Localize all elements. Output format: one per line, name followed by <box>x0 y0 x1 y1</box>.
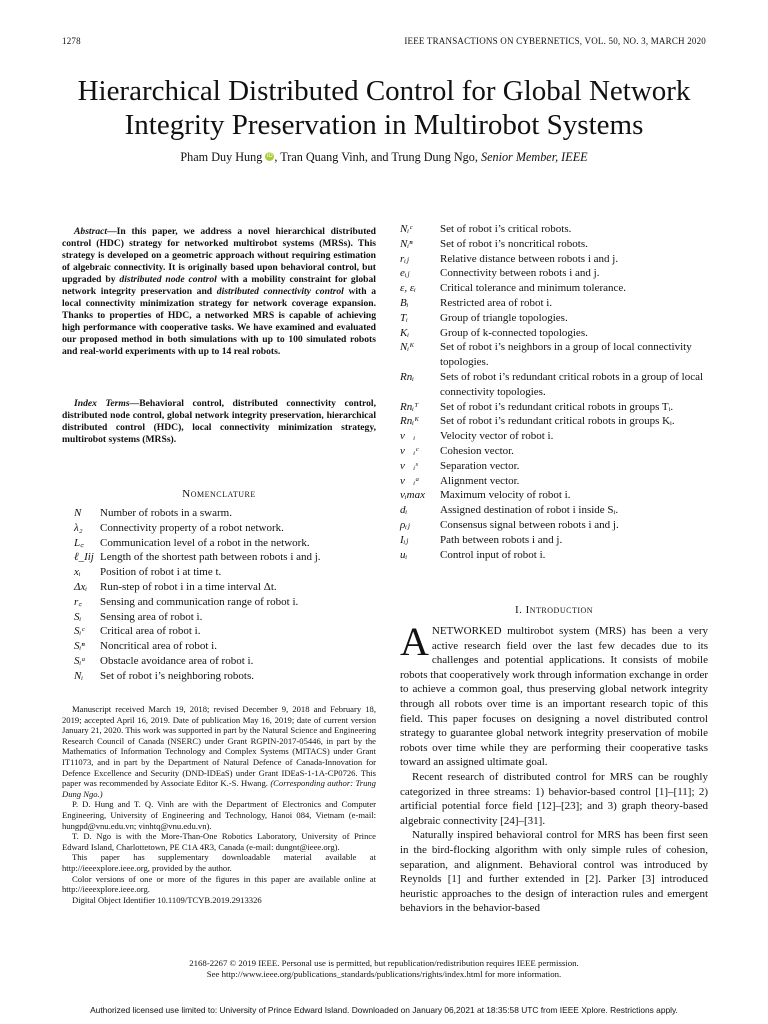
abstract-emph-2: distributed connectivity control <box>216 286 344 297</box>
nomenclature-definition: Path between robots i and j. <box>440 533 563 546</box>
section-number: I. <box>514 604 526 616</box>
nomenclature-heading: Nomenclature <box>182 488 256 500</box>
nomenclature-row <box>400 400 708 415</box>
license-note: Authorized licensed use limited to: University of Prince Edward Island. Downloaded on January 06,2021 at 18:35:58 UTC from IEEE Xplore. Restrictions apply. <box>90 1005 678 1015</box>
intro-paragraph-1 <box>400 619 708 770</box>
footnote-affiliation-2: T. D. Ngo is with the More-Than-One Robotics Laboratory, University of Prince Edward Island, Charlottetown, PE C1A 4R3, Canada (e-mail: dungnt@ieee.org). <box>62 831 376 852</box>
nomenclature-definition: Sensing and communication range of robot i. <box>100 595 299 608</box>
nomenclature-symbol: Tᵢ <box>400 311 408 324</box>
nomenclature-definition: Connectivity property of a robot network. <box>100 521 284 534</box>
nomenclature-row <box>400 518 708 533</box>
copyright-line-1: 2168-2267 © 2019 IEEE. Personal use is permitted, but republication/redistribution requires IEEE permission. <box>189 958 579 968</box>
nomenclature-symbol: rᵢⱼ <box>400 252 409 265</box>
author-rest: , Tran Quang Vinh, and Trung Dung Ngo, <box>274 150 478 164</box>
nomenclature-row <box>400 488 708 503</box>
nomenclature-definition: Noncritical area of robot i. <box>100 640 217 653</box>
footnotes <box>62 704 376 905</box>
copyright-line-2: See http://www.ieee.org/publications_standards/publications/rights/index.html for more information. <box>206 969 562 979</box>
index-terms-text: —Behavioral control, distributed connectivity control, distributed node control, global network integrity preservation, hierarchical distributed control (HDC), local connectivity minimization strategy, multirobot systems (MRSs). <box>62 398 376 445</box>
journal-header: IEEE TRANSACTIONS ON CYBERNETICS, VOL. 50, NO. 3, MARCH 2020 <box>404 36 706 46</box>
title-line-2: Integrity Preservation in Multirobot Systems <box>124 109 644 141</box>
nomenclature-row <box>400 326 708 341</box>
nomenclature-row <box>62 506 376 521</box>
nomenclature-symbol: λ₂ <box>74 521 83 534</box>
nomenclature-row <box>400 459 708 474</box>
nomenclature-definition: Connectivity between robots i and j. <box>440 267 600 280</box>
nomenclature-symbol: xᵢ <box>74 566 81 579</box>
abstract-lead: Abstract <box>74 226 108 237</box>
nomenclature-definition: Set of robot i’s redundant critical robots in groups Kᵢ. <box>440 415 675 428</box>
nomenclature-definition: Run-step of robot i in a time interval Δt. <box>100 580 277 593</box>
footnote-manuscript-text: Manuscript received March 19, 2018; revised December 9, 2018 and February 18, 2019; accepted April 16, 2019. Date of publication May 16, 2019; date of current version January 21, 2020. This work was supported in part by the Natural Science and Engineering Research Council of Canada (NSERC) under Grant RGPIN-2017-05446, in part by the Mathematics of Information Technology and Complex Systems (MITACS) under Grant IT11073, and in part by the Department of Natural Defence of Canada-Innovation for Defence Excellence and Security (DND-IDEaS) under Grant IDEaS-1-1A-CP0726. This paper was recommended by Associate Editor K.-S. Hwang. <box>62 704 376 789</box>
abstract <box>62 226 376 358</box>
abstract-text-1: —In this paper, we address a novel hierarchical distributed control (HDC) strategy for networked multirobot systems (MRSs). This strategy is developed on a geometric approach without requiring estimation of algebraic connectivity. It is originally based upon behavioral control, but upgraded by <box>62 226 376 285</box>
page-number: 1278 <box>62 36 81 46</box>
nomenclature-row <box>400 340 708 370</box>
nomenclature-symbol: v⃗ᵢ <box>400 430 416 443</box>
nomenclature-symbol: N <box>74 507 82 519</box>
nomenclature-list-right <box>400 222 708 562</box>
nomenclature-row <box>62 639 376 654</box>
nomenclature-symbol: Sᵢᶜ <box>74 625 85 638</box>
nomenclature-row <box>400 474 708 489</box>
nomenclature-row <box>62 521 376 536</box>
nomenclature-row <box>62 580 376 595</box>
nomenclature-row <box>400 296 708 311</box>
nomenclature-definition: Position of robot i at time t. <box>100 566 222 579</box>
nomenclature-definition: Group of k-connected topologies. <box>440 326 588 339</box>
orcid-icon[interactable]: iD <box>267 153 273 159</box>
footnote-color: Color versions of one or more of the figures in this paper are available online at http://ieeexplore.ieee.org. <box>62 873 376 895</box>
index-terms-lead: Index Terms <box>74 398 130 409</box>
nomenclature-symbol: ℓ_Iij <box>74 551 94 564</box>
nomenclature-symbol: Kᵢ <box>400 326 410 339</box>
nomenclature-definition: Critical tolerance and minimum tolerance. <box>440 282 627 295</box>
intro-paragraph-1-text: NETWORKED multirobot system (MRS) has been a very active research field over the last few decades due to its challenges and potential applications. It consists of mobile robots that cooperatively work through information exchange in order to achieve a common goal, thus preserving global network integrity through all robots over time is an important research topic of this field. This paper focuses on designing a novel distributed control strategy to guarantee global network integrity preservation of mobile robots over time while they are performing their cooperative tasks toward an assigned ultimate goal. <box>400 625 708 769</box>
nomenclature-definition: Consensus signal between robots i and j. <box>440 518 619 531</box>
nomenclature-definition: Cohesion vector. <box>440 444 514 457</box>
nomenclature-symbol: uᵢ <box>400 548 408 561</box>
nomenclature-definition: Length of the shortest path between robots i and j. <box>100 551 321 564</box>
nomenclature-definition: Alignment vector. <box>440 474 520 487</box>
nomenclature-symbol: v⃗ᵢᵃ <box>400 474 420 487</box>
nomenclature-definition: Relative distance between robots i and j. <box>440 252 619 265</box>
nomenclature-symbol: r꜀ <box>74 595 83 608</box>
author-membership: Senior Member, IEEE <box>480 150 588 164</box>
index-terms <box>62 398 376 446</box>
nomenclature-row <box>400 311 708 326</box>
nomenclature-row <box>400 503 708 518</box>
nomenclature-definition: Restricted area of robot i. <box>440 296 553 309</box>
footnote-manuscript <box>62 704 376 799</box>
nomenclature-row <box>400 237 708 252</box>
paper-title <box>40 74 728 142</box>
nomenclature-row <box>62 536 376 551</box>
nomenclature-symbol: Nᵢᶜ <box>400 223 412 235</box>
nomenclature-row <box>62 669 376 684</box>
nomenclature-row <box>400 281 708 296</box>
nomenclature-definition: Number of robots in a swarm. <box>100 507 232 519</box>
nomenclature-row <box>400 429 708 444</box>
nomenclature-row <box>400 370 708 400</box>
nomenclature-symbol: Sᵢⁿ <box>74 640 85 653</box>
nomenclature-symbol: Rnᵢ <box>400 370 414 383</box>
nomenclature-row <box>400 414 708 429</box>
drop-cap: A <box>400 619 429 664</box>
nomenclature-list-left <box>62 506 376 684</box>
title-line-1: Hierarchical Distributed Control for Global Network <box>77 75 691 107</box>
intro-paragraph-3: Naturally inspired behavioral control for MRS has been first seen in the bird-flocking algorithm with only simple rules of cohesion, separation, and alignment. Behavioral control was introduced by Reynolds [1] and further extended in [2]. Parker [3] introduced heuristic approaches to the design of interaction rules and emergent behaviors in the behavior-based <box>400 829 708 915</box>
nomenclature-symbol: Bᵢ <box>400 296 409 309</box>
abstract-text-3: with a local connectivity minimization strategy for network coverage expansion. Thanks to properties of HDC, a networked MRS is capable of achieving high performance with cooperative tasks. We have examined and evaluated our proposed method in both simulations with up to 100 simulated robots and real-world experiments with up to 14 real robots. <box>62 286 376 357</box>
nomenclature-symbol: ε, εᵢ <box>400 282 416 295</box>
nomenclature-definition: Set of robot i’s redundant critical robots in groups Tᵢ. <box>440 400 674 413</box>
nomenclature-symbol: eᵢⱼ <box>400 267 410 280</box>
nomenclature-definition: Control input of robot i. <box>440 548 546 561</box>
nomenclature-row <box>62 654 376 669</box>
nomenclature-definition: Set of robot i’s neighboring robots. <box>100 669 254 682</box>
nomenclature-row <box>400 252 708 267</box>
nomenclature-row <box>62 550 376 565</box>
nomenclature-symbol: Iᵢⱼ <box>400 533 409 546</box>
nomenclature-definition: Velocity vector of robot i. <box>440 430 554 443</box>
footnote-doi: Digital Object Identifier 10.1109/TCYB.2019.2913326 <box>72 894 262 905</box>
nomenclature-definition: Set of robot i’s noncritical robots. <box>440 237 588 250</box>
nomenclature-definition: Set of robot i’s critical robots. <box>440 223 572 235</box>
footnote-supplementary: This paper has supplementary downloadable material available at http://ieeexplore.ieee.org, provided by the author. <box>62 852 376 873</box>
nomenclature-row <box>62 565 376 580</box>
nomenclature-symbol: L꜀ <box>74 536 84 549</box>
nomenclature-definition: Maximum velocity of robot i. <box>440 489 571 502</box>
nomenclature-definition: Group of triangle topologies. <box>440 311 568 324</box>
nomenclature-symbol: Δxᵢ <box>74 580 88 593</box>
nomenclature-symbol: v⃗ᵢˢ <box>400 459 418 472</box>
nomenclature-symbol: Rnᵢᵀ <box>400 400 419 413</box>
nomenclature-definition: Communication level of a robot in the network. <box>100 536 310 549</box>
nomenclature-symbol: Nᵢᴷ <box>400 341 415 354</box>
nomenclature-definition: Sensing area of robot i. <box>100 610 203 623</box>
nomenclature-definition: Set of robot i’s neighbors in a group of local connectivity topologies. <box>440 341 692 369</box>
nomenclature-definition: Obstacle avoidance area of robot i. <box>100 654 254 667</box>
nomenclature-symbol: ρᵢⱼ <box>400 518 410 531</box>
nomenclature-row <box>400 444 708 459</box>
nomenclature-symbol: vᵢmax <box>400 489 425 502</box>
nomenclature-definition: Sets of robot i’s redundant critical robots in a group of local connectivity topologies. <box>440 370 704 398</box>
introduction-body <box>400 619 708 916</box>
nomenclature-row <box>62 595 376 610</box>
nomenclature-definition: Assigned destination of robot i inside Sᵢ. <box>440 504 619 517</box>
nomenclature-symbol: dᵢ <box>400 504 408 517</box>
author-1: Pham Duy Hung <box>180 150 263 164</box>
nomenclature-symbol: Nᵢ <box>74 669 84 682</box>
nomenclature-row <box>400 222 708 237</box>
nomenclature-row <box>62 624 376 639</box>
author-list <box>40 150 728 165</box>
footnote-affiliation-1: P. D. Hung and T. Q. Vinh are with the Department of Electronics and Computer Engineering, University of Engineering and Technology, Hanoi 084, Vietnam (e-mail: hungpd@vnu.edu.vn; vinhtq@vnu.edu.vn). <box>62 799 376 831</box>
nomenclature-symbol: Nᵢⁿ <box>400 237 413 250</box>
nomenclature-symbol: Sᵢ <box>74 610 82 623</box>
nomenclature-symbol: Rnᵢᴷ <box>400 415 420 428</box>
nomenclature-row <box>400 533 708 548</box>
section-heading-introduction <box>400 604 708 616</box>
nomenclature-row <box>400 548 708 563</box>
footnote-corresponding: (Corresponding author: Trung Dung Ngo.) <box>62 778 376 799</box>
section-title: Introduction <box>525 604 594 616</box>
nomenclature-row <box>62 610 376 625</box>
copyright-notice <box>40 958 728 980</box>
nomenclature-symbol: v⃗ᵢᶜ <box>400 444 419 457</box>
nomenclature-symbol: Sᵢᵃ <box>74 654 86 667</box>
nomenclature-definition: Separation vector. <box>440 459 520 472</box>
abstract-text-2: with a mobility constraint for global network integrity preservation and <box>62 274 376 297</box>
intro-paragraph-2: Recent research of distributed control for MRS can be roughly categorized in three streams: 1) behavior-based control [1]–[11]; 2) artificial potential force field [12]–[23]; and 3) graph theory-based algebraic connectivity [24]–[31]. <box>400 770 708 827</box>
nomenclature-row <box>400 266 708 281</box>
nomenclature-definition: Critical area of robot i. <box>100 625 201 638</box>
abstract-emph-1: distributed node control <box>119 274 217 285</box>
